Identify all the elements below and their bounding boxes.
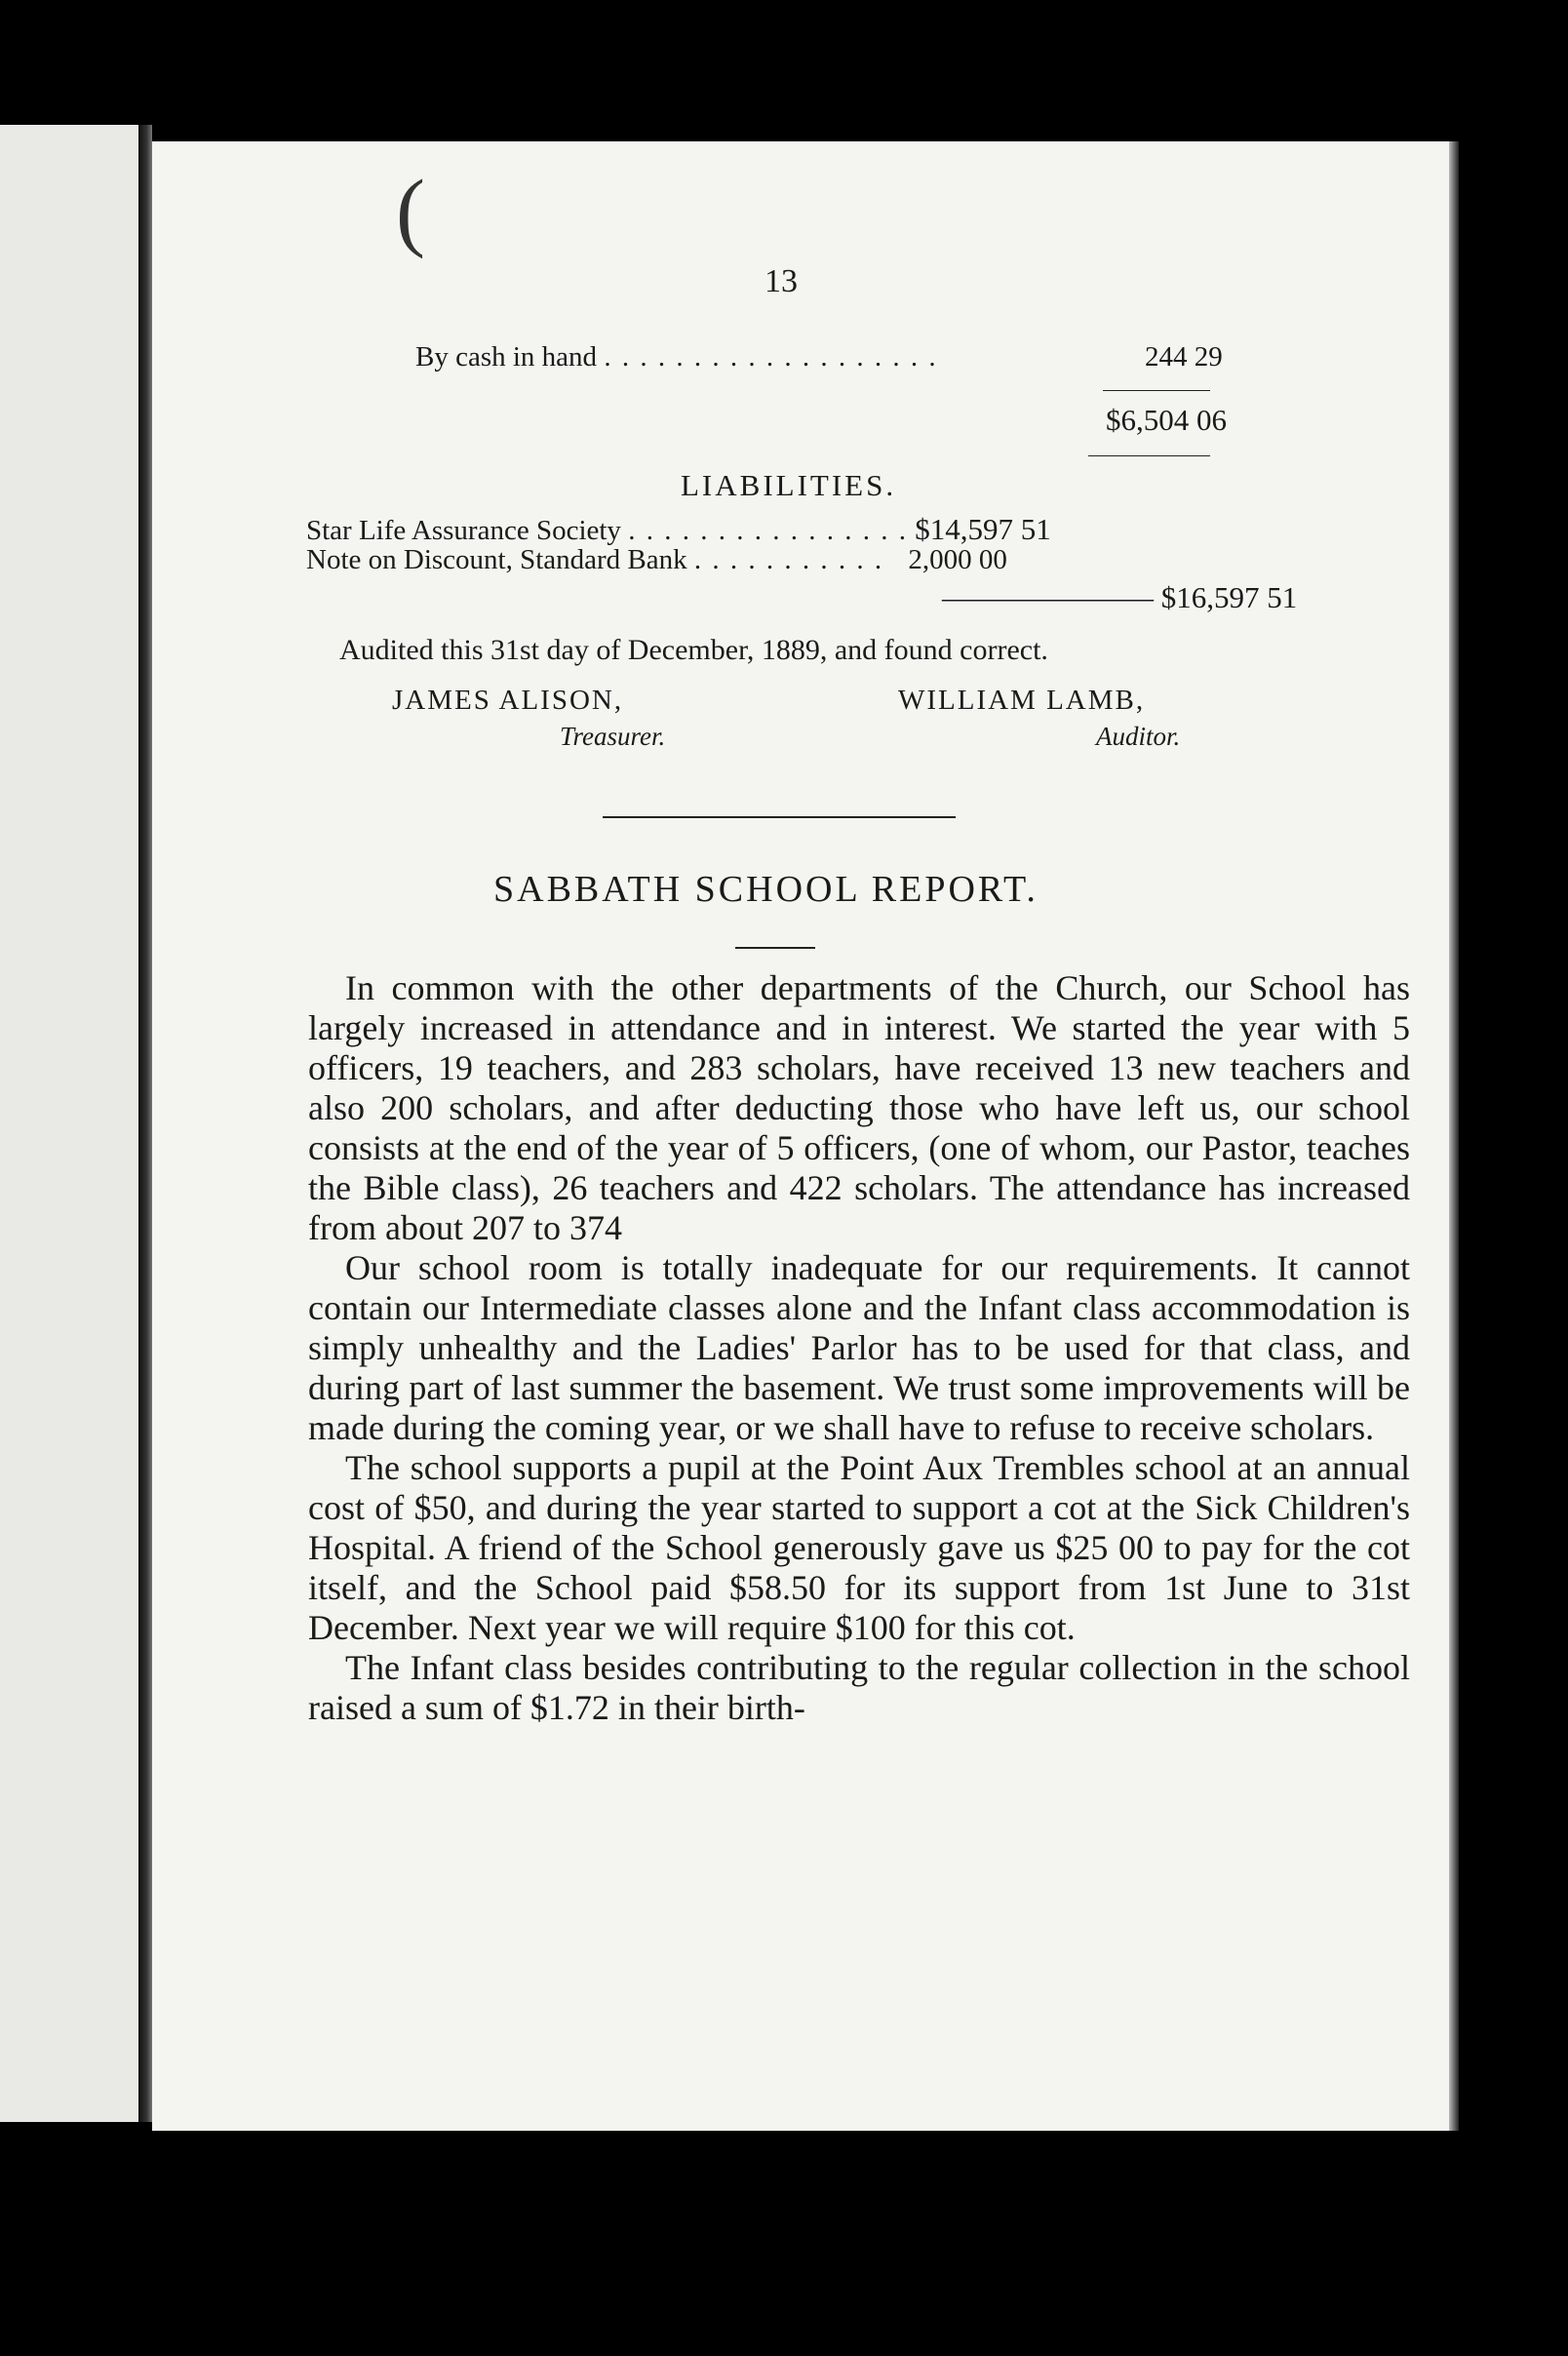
- page-number: 13: [764, 263, 798, 299]
- liability-amount: $14,597 51: [915, 512, 1051, 546]
- auditor-name: WILLIAM LAMB,: [898, 685, 1146, 716]
- section-divider: [603, 816, 956, 818]
- liability-row: [306, 512, 1051, 547]
- treasurer-title: Treasurer.: [560, 722, 666, 751]
- cash-line: [415, 341, 938, 373]
- liabilities-heading: LIABILITIES.: [681, 468, 897, 502]
- treasurer-name: JAMES ALISON,: [392, 685, 624, 716]
- cash-amount: 244 29: [1145, 341, 1223, 373]
- audit-statement: Audited this 31st day of December, 1889, and found correct.: [339, 634, 1048, 666]
- section-title: SABBATH SCHOOL REPORT.: [493, 869, 1039, 910]
- report-paragraph: Our school room is totally inadequate for our requirements. It cannot contain our Intermediate classes alone and the Infant class accommodation is simply unhealthy and the Ladies' Parlor has to be used for that class, and during part of last summer the basement. We trust some improvements will be made during the coming year, or we shall have to refuse to receive scholars.: [308, 1248, 1410, 1447]
- report-paragraph: The Infant class besides contributing to the regular collection in the school raised a sum of $1.72 in their birth-: [308, 1648, 1410, 1727]
- cash-leaders: . . . . . . . . . . . . . . . . . . .: [604, 341, 938, 373]
- total-rule: [1088, 455, 1210, 456]
- liability-leaders: . . . . . . . . . . . . . . . .: [628, 515, 908, 546]
- liability-leaders: . . . . . . . . . . .: [693, 544, 884, 575]
- sum-rule: [1103, 390, 1210, 391]
- pencil-bracket-mark: (: [396, 163, 425, 259]
- title-underline: [735, 947, 815, 949]
- liability-label: Star Life Assurance Society: [306, 515, 621, 546]
- liabilities-total: $16,597 51: [1160, 580, 1298, 614]
- report-body: [308, 968, 1410, 1728]
- report-paragraph: The school supports a pupil at the Point Aux Trembles school at an annual cost of $50, and during the year started to support a cot at the Sick Children's Hospital. A friend of the School generously gave us $25 00 to pay for the cot itself, and the School paid $58.50 for its support from 1st June to 31st December. Next year we will require $100 for this cot.: [308, 1448, 1410, 1647]
- report-paragraph: In common with the other departments of the Church, our School has largely increased in attendance and in interest. We started the year with 5 officers, 19 teachers, and 283 scholars, have received 13 new teachers and also 200 scholars, and after deducting those who have left us, our school consists at the end of the year of 5 officers, (one of whom, our Pastor, teaches the Bible class), 26 teachers and 422 scholars. The attendance has increased from about 207 to 374: [308, 968, 1410, 1247]
- liabilities-total-line: [942, 580, 1297, 615]
- facing-page-edge: [0, 125, 138, 2122]
- total-assets: $6,504 06: [1106, 403, 1227, 437]
- book-gutter: [138, 125, 152, 2122]
- liability-amount: 2,000 00: [908, 544, 1007, 575]
- liability-row: [306, 544, 1007, 576]
- page-edge-shadow: [1449, 141, 1459, 2131]
- liabilities-total-dash: ———————: [942, 580, 1154, 614]
- document-page: [152, 141, 1449, 2131]
- liability-label: Note on Discount, Standard Bank: [306, 544, 687, 575]
- auditor-title: Auditor.: [1096, 722, 1181, 751]
- cash-label: By cash in hand: [415, 341, 598, 373]
